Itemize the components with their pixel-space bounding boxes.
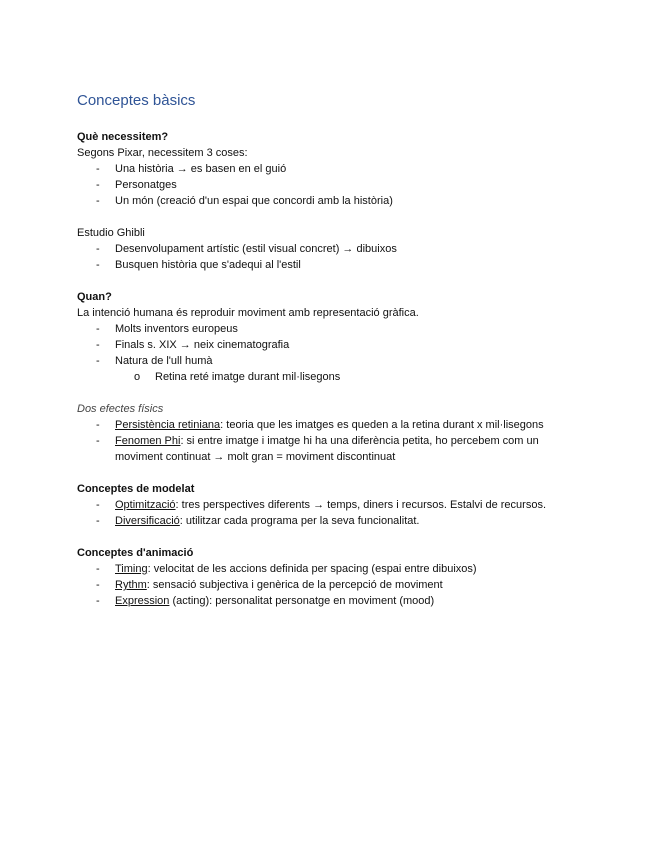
list-item-text: (acting): personalitat personatge en moviment (mood) <box>169 595 435 607</box>
bullet-list <box>77 241 637 273</box>
list-item <box>77 513 637 529</box>
circle-bullet: o <box>134 371 141 383</box>
term: Optimització <box>115 499 176 511</box>
list-item <box>77 433 637 465</box>
list-item-text: Una història → es basen en el guió <box>115 163 287 175</box>
list-item <box>77 161 637 177</box>
dash-bullet: - <box>96 563 100 575</box>
dash-bullet: - <box>96 243 100 255</box>
section-heading: Dos efectes físics <box>77 403 164 415</box>
bullet-list <box>77 161 637 209</box>
term: Diversificació <box>115 515 180 527</box>
section-heading: Conceptes d'animació <box>77 547 194 559</box>
dash-bullet: - <box>96 323 100 335</box>
term: Persistència retiniana <box>115 419 221 431</box>
document-page <box>77 92 637 609</box>
dash-bullet: - <box>96 163 100 175</box>
term: Rythm <box>115 579 147 591</box>
paragraph: Segons Pixar, necessitem 3 coses: <box>77 147 248 159</box>
section-heading: Quan? <box>77 291 112 303</box>
dash-bullet: - <box>96 515 100 527</box>
dash-bullet: - <box>96 179 100 191</box>
list-item-text: : sensació subjectiva i genèrica de la percepció de moviment <box>146 579 443 591</box>
bullet-list <box>77 321 637 385</box>
list-item-text: Finals s. XIX → neix cinematografia <box>115 339 290 351</box>
list-item <box>77 561 637 577</box>
list-item <box>77 257 637 273</box>
sub-list-item <box>77 369 637 385</box>
list-item <box>77 593 637 609</box>
list-item-text: Un món (creació d'un espai que concordi amb la història) <box>115 195 393 207</box>
paragraph: La intenció humana és reproduir moviment amb representació gràfica. <box>77 307 419 319</box>
list-item <box>77 193 637 209</box>
list-item <box>77 321 637 337</box>
list-item <box>77 177 637 193</box>
page-title: Conceptes bàsics <box>77 92 196 109</box>
term: Timing <box>115 563 148 575</box>
list-item-text: Natura de l'ull humà <box>115 355 213 367</box>
list-item <box>77 353 637 369</box>
bullet-list <box>77 497 637 529</box>
list-item <box>77 337 637 353</box>
list-item-text: Busquen història que s'adequi al l'estil <box>115 259 301 271</box>
list-item-text: Desenvolupament artístic (estil visual concret) → dibuixos <box>115 243 397 255</box>
dash-bullet: - <box>96 435 100 447</box>
bullet-list <box>77 561 637 609</box>
dash-bullet: - <box>96 499 100 511</box>
term: Expression <box>115 595 170 607</box>
list-item-text: Molts inventors europeus <box>115 323 238 335</box>
paragraph: Estudio Ghibli <box>77 227 145 239</box>
list-item-text: Retina reté imatge durant mil·lisegons <box>155 371 341 383</box>
list-item-text: : utilitzar cada programa per la seva funcionalitat. <box>179 515 420 527</box>
list-item <box>77 577 637 593</box>
dash-bullet: - <box>96 579 100 591</box>
list-item-text-continued: moviment continuat → molt gran = moviment discontinuat <box>115 451 396 463</box>
list-item <box>77 497 637 513</box>
dash-bullet: - <box>96 595 100 607</box>
list-item <box>77 417 637 433</box>
term: Fenomen Phi <box>115 435 181 447</box>
dash-bullet: - <box>96 195 100 207</box>
dash-bullet: - <box>96 339 100 351</box>
section-heading: Conceptes de modelat <box>77 483 195 495</box>
list-item-text: : si entre imatge i imatge hi ha una diferència petita, ho percebem com un <box>180 435 539 447</box>
dash-bullet: - <box>96 355 100 367</box>
list-item-text: : velocitat de les accions definida per spacing (espai entre dibuixos) <box>147 563 477 575</box>
list-item-text: Personatges <box>115 179 177 191</box>
list-item-text: : tres perspectives diferents → temps, diners i recursos. Estalvi de recursos. <box>175 499 547 511</box>
list-item-text: : teoria que les imatges es queden a la retina durant x mil·lisegons <box>220 419 544 431</box>
dash-bullet: - <box>96 419 100 431</box>
section-heading: Què necessitem? <box>77 131 169 143</box>
dash-bullet: - <box>96 259 100 271</box>
list-item <box>77 241 637 257</box>
bullet-list <box>77 417 637 465</box>
